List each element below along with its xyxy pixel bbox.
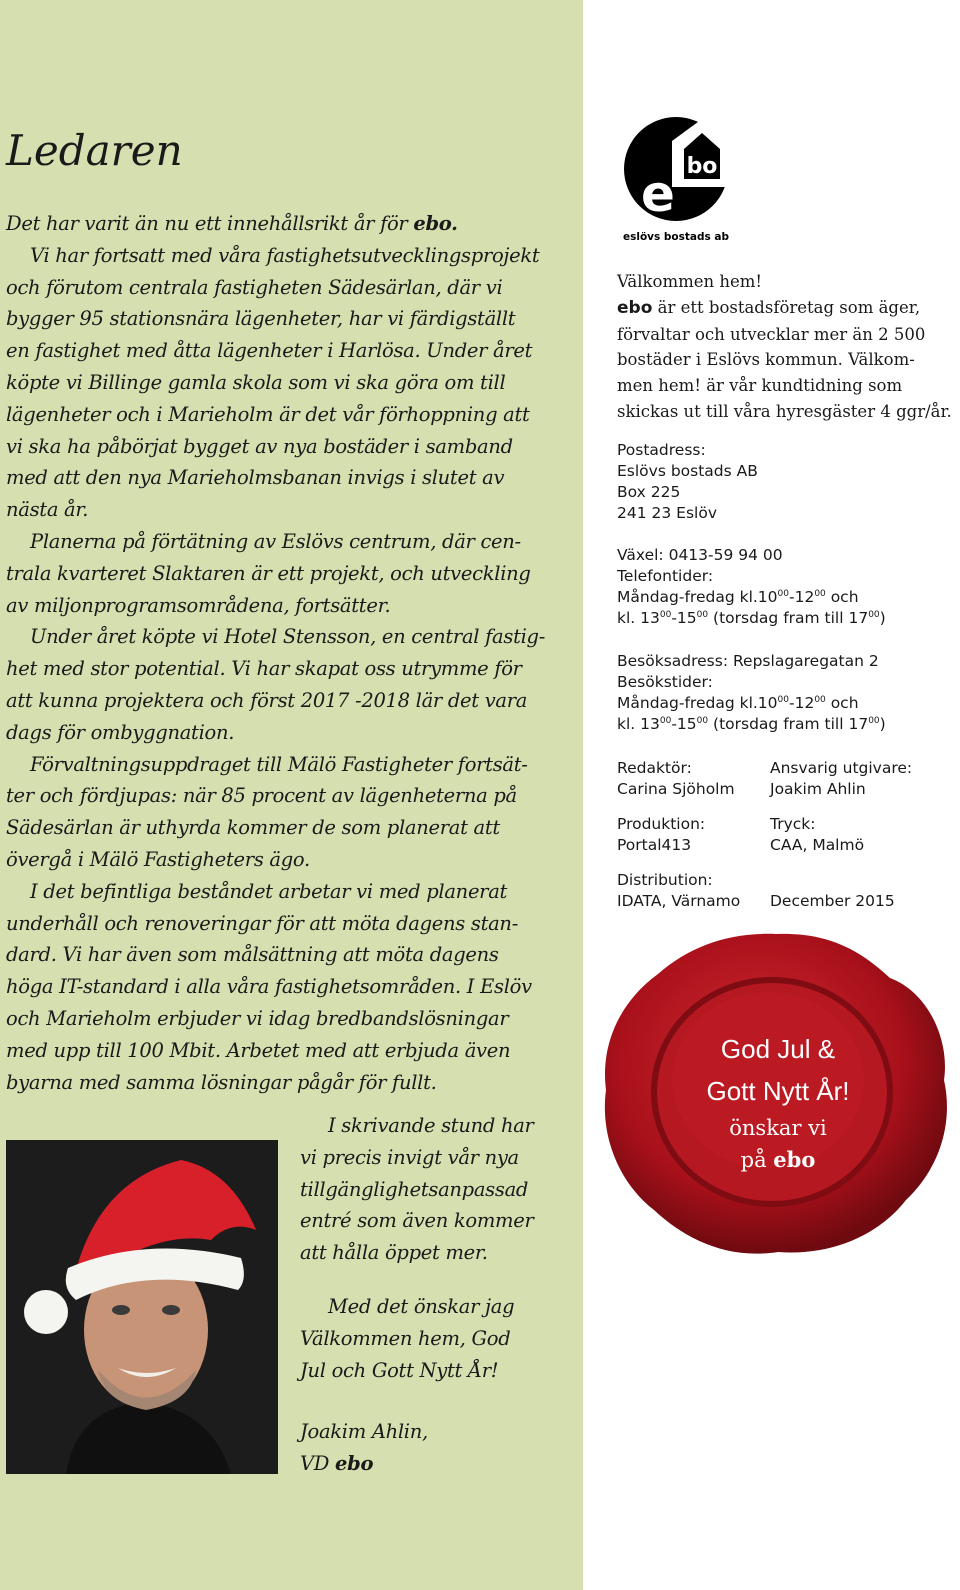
- closing-line: Jul och Gott Nytt År!: [300, 1358, 499, 1382]
- intro-line: förvaltar och utvecklar mer än 2 500: [617, 324, 926, 344]
- article-line: underhåll och renoveringar för att möta dagens stan-: [6, 911, 518, 935]
- logo-e: e: [641, 165, 675, 223]
- logo-caption: eslövs bostads ab: [622, 231, 730, 243]
- signature-name: Joakim Ahlin,: [300, 1420, 428, 1444]
- closing-line: entré som även kommer: [300, 1209, 534, 1233]
- brand-name: ebo: [617, 297, 653, 318]
- article-line: Vi har fortsatt med våra fastighetsutvecklingsprojekt: [30, 243, 540, 267]
- intro-line: bostäder i Eslövs kommun. Välkom-: [617, 350, 915, 370]
- signature-title: VD ebo: [300, 1452, 374, 1476]
- brand-name: ebo: [773, 1147, 816, 1172]
- closing-line: vi precis invigt vår nya: [300, 1145, 519, 1169]
- brand-name: ebo: [335, 1452, 374, 1476]
- article-line: höga IT-standard i alla våra fastighetsområden. I Eslöv: [6, 975, 532, 999]
- intro-line: Välkommen hem!: [617, 272, 763, 291]
- article-line: trala kvarteret Slaktaren är ett projekt, och utveckling: [6, 561, 531, 585]
- article-line: dard. Vi har även som målsättning att möta dagens: [6, 943, 499, 967]
- intro-line: ebo är ett bostadsföretag som äger,: [617, 297, 921, 318]
- article-line: vi ska ha påbörjat bygget av nya bostäder i samband: [6, 434, 513, 458]
- article-line: bygger 95 stationsnära lägenheter, har vi färdigställt: [6, 307, 516, 331]
- article-line: Det har varit än nu ett innehållsrikt år för ebo.: [6, 212, 458, 235]
- logo-bo: bo: [686, 154, 718, 179]
- closing-line: Välkommen hem, God: [300, 1326, 511, 1350]
- intro-text: [617, 269, 952, 425]
- article-line: lägenheter och i Marieholm är det vår förhoppning att: [6, 402, 530, 426]
- article-line: het med stor potential. Vi har skapat oss utrymme för: [6, 657, 522, 681]
- article-line: av miljonprogramsområdena, fortsätter.: [6, 593, 391, 617]
- closing-line: I skrivande stund har: [328, 1114, 534, 1137]
- publisher-credit: Ansvarig utgivare: Joakim Ahlin: [770, 759, 913, 798]
- article-line: att kunna projektera och först 2017 -2018 lär det vara: [6, 688, 528, 712]
- page-title: Ledaren: [6, 126, 183, 175]
- article-line: byarna med samma lösningar pågår för fullt.: [6, 1070, 437, 1094]
- article-line: köpte vi Billinge gamla skola som vi ska göra om till: [6, 370, 506, 394]
- article-line: Förvaltningsuppdraget till Mälö Fastigheter fortsät-: [30, 752, 528, 776]
- santa-portrait-illustration: [6, 1140, 278, 1474]
- postal-address: Postadress: Eslövs bostads AB Box 225 241 23 Eslöv: [617, 441, 758, 522]
- article-line: och Marieholm erbjuder vi idag bredbandslösningar: [6, 1006, 509, 1030]
- article-line: Under året köpte vi Hotel Stensson, en central fastig-: [30, 625, 546, 649]
- article-body: [6, 208, 546, 1098]
- closing-line: tillgänglighetsanpassad: [300, 1177, 529, 1201]
- closing-line: att hålla öppet mer.: [300, 1241, 488, 1265]
- article-line: I det befintliga beståndet arbetar vi med planerat: [30, 879, 508, 903]
- greeting-line: Gott Nytt År!: [706, 1076, 850, 1106]
- article-line: ter och fördjupas: när 85 procent av lägenheterna på: [6, 784, 517, 808]
- ebo-logo: [618, 115, 738, 245]
- intro-line: men hem! är vår kundtidning som: [617, 376, 903, 396]
- article-line: Planerna på förtätning av Eslövs centrum, där cen-: [30, 529, 521, 553]
- greeting-line: på ebo: [740, 1147, 816, 1172]
- print-credit: Tryck: CAA, Malmö: [770, 815, 865, 854]
- closing-line: Med det önskar jag: [328, 1294, 515, 1318]
- brand-name: ebo.: [413, 212, 458, 235]
- ebo-logo-icon: [618, 115, 738, 245]
- article-line: och förutom centrala fastigheten Sädesärlan, där vi: [6, 275, 503, 299]
- article-line: med upp till 100 Mbit. Arbetet med att erbjuda även: [6, 1038, 511, 1062]
- article-line: Sädesärlan är uthyrda kommer de som planerat att: [6, 816, 500, 840]
- greeting-line: önskar vi: [729, 1116, 827, 1140]
- distribution-credit: Distribution: IDATA, Värnamo: [617, 871, 741, 910]
- article-line: dags för ombyggnation.: [6, 720, 235, 744]
- closing-text: [300, 1110, 560, 1480]
- seal-greeting: [648, 1028, 908, 1176]
- intro-line: skickas ut till våra hyresgäster 4 ggr/år.: [617, 401, 952, 421]
- production-credit: Produktion: Portal413: [617, 815, 706, 854]
- issue-date: December 2015: [770, 892, 895, 910]
- phone-info: Växel: 0413-59 94 00 Telefontider: Måndag-fredag $kl.10^{00}-12^{00}$ och kl. $13^{00}-15^{00}$ (torsdag fram till $17^{00}$): [617, 546, 886, 627]
- article-line: nästa år.: [6, 498, 89, 522]
- portrait-photo: [6, 1140, 278, 1474]
- article-line: med att den nya Marieholmsbanan invigs i slutet av: [6, 466, 505, 490]
- visit-info: Besöksadress: Repslagaregatan 2 Besökstider: Måndag-fredag $kl.10^{00}-12^{00}$ och kl. $13^{00}-15^{00}$ (torsdag fram till $17^{00}$): [617, 652, 886, 733]
- article-line: en fastighet med åtta lägenheter i Harlösa. Under året: [6, 339, 533, 363]
- greeting-line: God Jul &: [720, 1034, 836, 1064]
- editor-credit: Redaktör: Carina Sjöholm: [617, 759, 735, 798]
- article-line: övergå i Mälö Fastigheters ägo.: [6, 847, 310, 871]
